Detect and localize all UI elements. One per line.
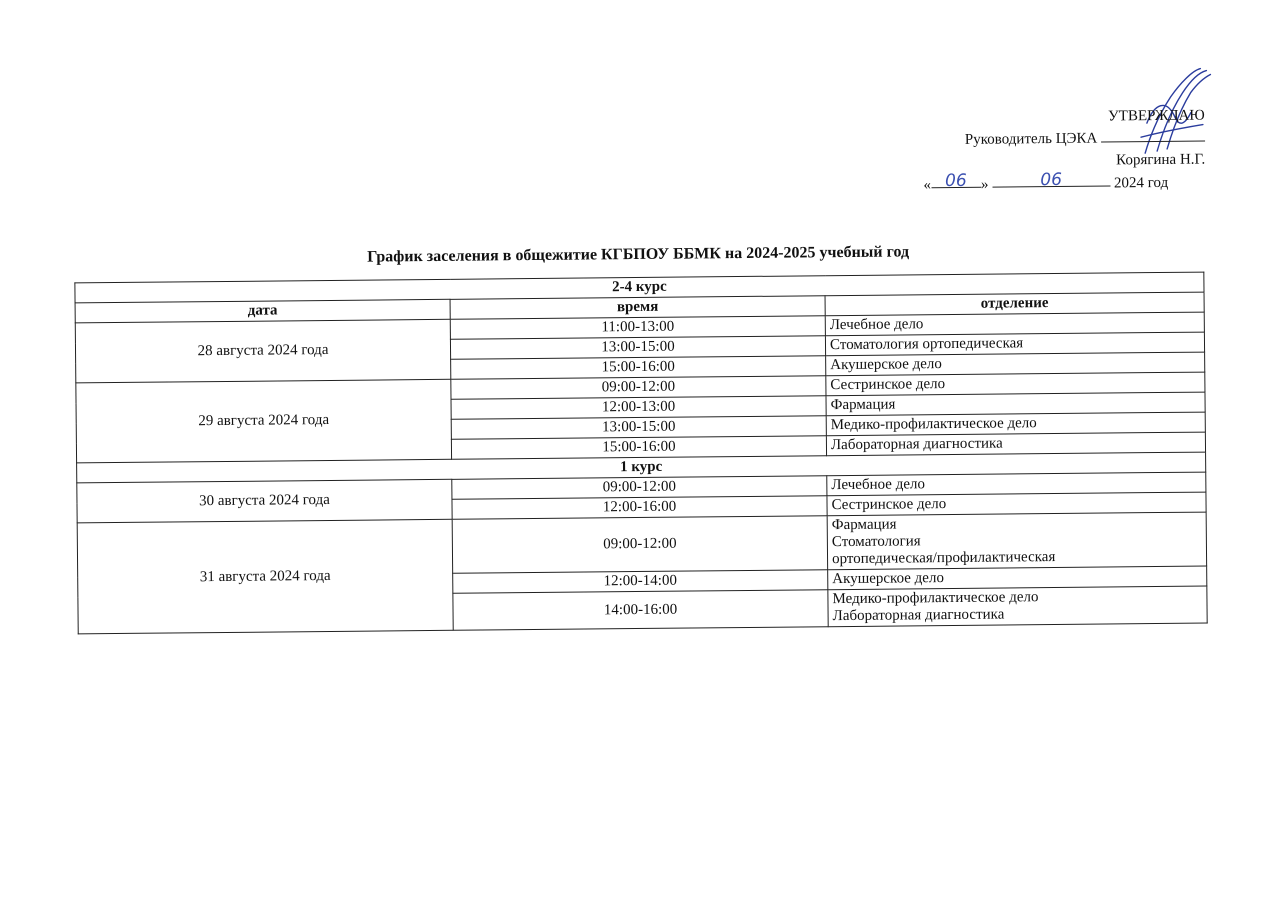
signature-blank	[1101, 127, 1205, 143]
approval-month: 06	[1040, 169, 1063, 191]
time-cell: 12:00-13:00	[451, 396, 826, 420]
column-header-time: время	[450, 296, 825, 320]
time-cell: 13:00-15:00	[451, 416, 826, 440]
day-blank	[931, 170, 981, 192]
department-name: Медико-профилактическое дело	[832, 589, 1039, 608]
time-cell: 09:00-12:00	[452, 476, 827, 500]
time-cell: 09:00-12:00	[451, 376, 826, 400]
date-cell: 28 августа 2024 года	[75, 319, 451, 383]
approval-heading: УТВЕРЖДАЮ	[1108, 107, 1205, 125]
date-cell: 29 августа 2024 года	[76, 379, 452, 463]
department-name: Лабораторная диагностика	[830, 435, 1003, 454]
department-name: Акушерское дело	[832, 570, 944, 588]
approval-position: Руководитель ЦЭКА	[964, 130, 1098, 148]
time-cell: 15:00-16:00	[451, 436, 826, 460]
department-name: Сестринское дело	[830, 376, 946, 394]
time-cell: 12:00-14:00	[453, 570, 828, 594]
department-name: Лабораторная диагностика	[832, 606, 1005, 625]
department-cell	[828, 586, 1207, 627]
quote-close: »	[980, 176, 989, 193]
date-cell: 30 августа 2024 года	[77, 479, 452, 523]
department-name: Лечебное дело	[829, 316, 924, 334]
department-name: Сестринское дело	[831, 496, 947, 514]
month-blank	[992, 169, 1110, 191]
column-header-department: отделение	[825, 292, 1204, 316]
department-cell	[827, 512, 1207, 570]
time-cell: 12:00-16:00	[452, 496, 827, 520]
column-header-date: дата	[75, 299, 450, 323]
approval-year: 2024 год	[1113, 174, 1169, 192]
time-cell: 15:00-16:00	[451, 356, 826, 380]
approval-date-line	[915, 171, 1205, 197]
date-cell: 31 августа 2024 года	[77, 519, 453, 634]
time-cell: 09:00-12:00	[452, 516, 828, 574]
section-label: 1 курс	[77, 452, 1206, 483]
quote-open: «	[923, 177, 932, 194]
time-cell: 11:00-13:00	[450, 316, 825, 340]
schedule-table	[74, 272, 1207, 635]
section-label: 2-4 курс	[75, 272, 1204, 303]
department-name: Медико-профилактическое дело	[830, 415, 1037, 434]
department-name: ортопедическая/профилактическая	[831, 549, 1056, 568]
time-cell: 13:00-15:00	[450, 336, 825, 360]
department-name: Акушерское дело	[830, 356, 942, 374]
document-title: График заселения в общежитие КГБПОУ ББМК на 2024-2025 учебный год	[367, 243, 910, 266]
department-name: Фармация	[830, 396, 896, 414]
department-name: Стоматология	[831, 533, 921, 551]
approval-block	[915, 105, 1206, 197]
time-cell: 14:00-16:00	[453, 590, 828, 631]
department-name: Лечебное дело	[831, 476, 926, 494]
department-name: Стоматология ортопедическая	[829, 335, 1024, 354]
approval-day: 06	[945, 170, 967, 192]
approval-name: Корягина Н.Г.	[1116, 151, 1206, 169]
approval-position-line	[915, 127, 1205, 152]
department-name: Фармация	[831, 516, 897, 534]
